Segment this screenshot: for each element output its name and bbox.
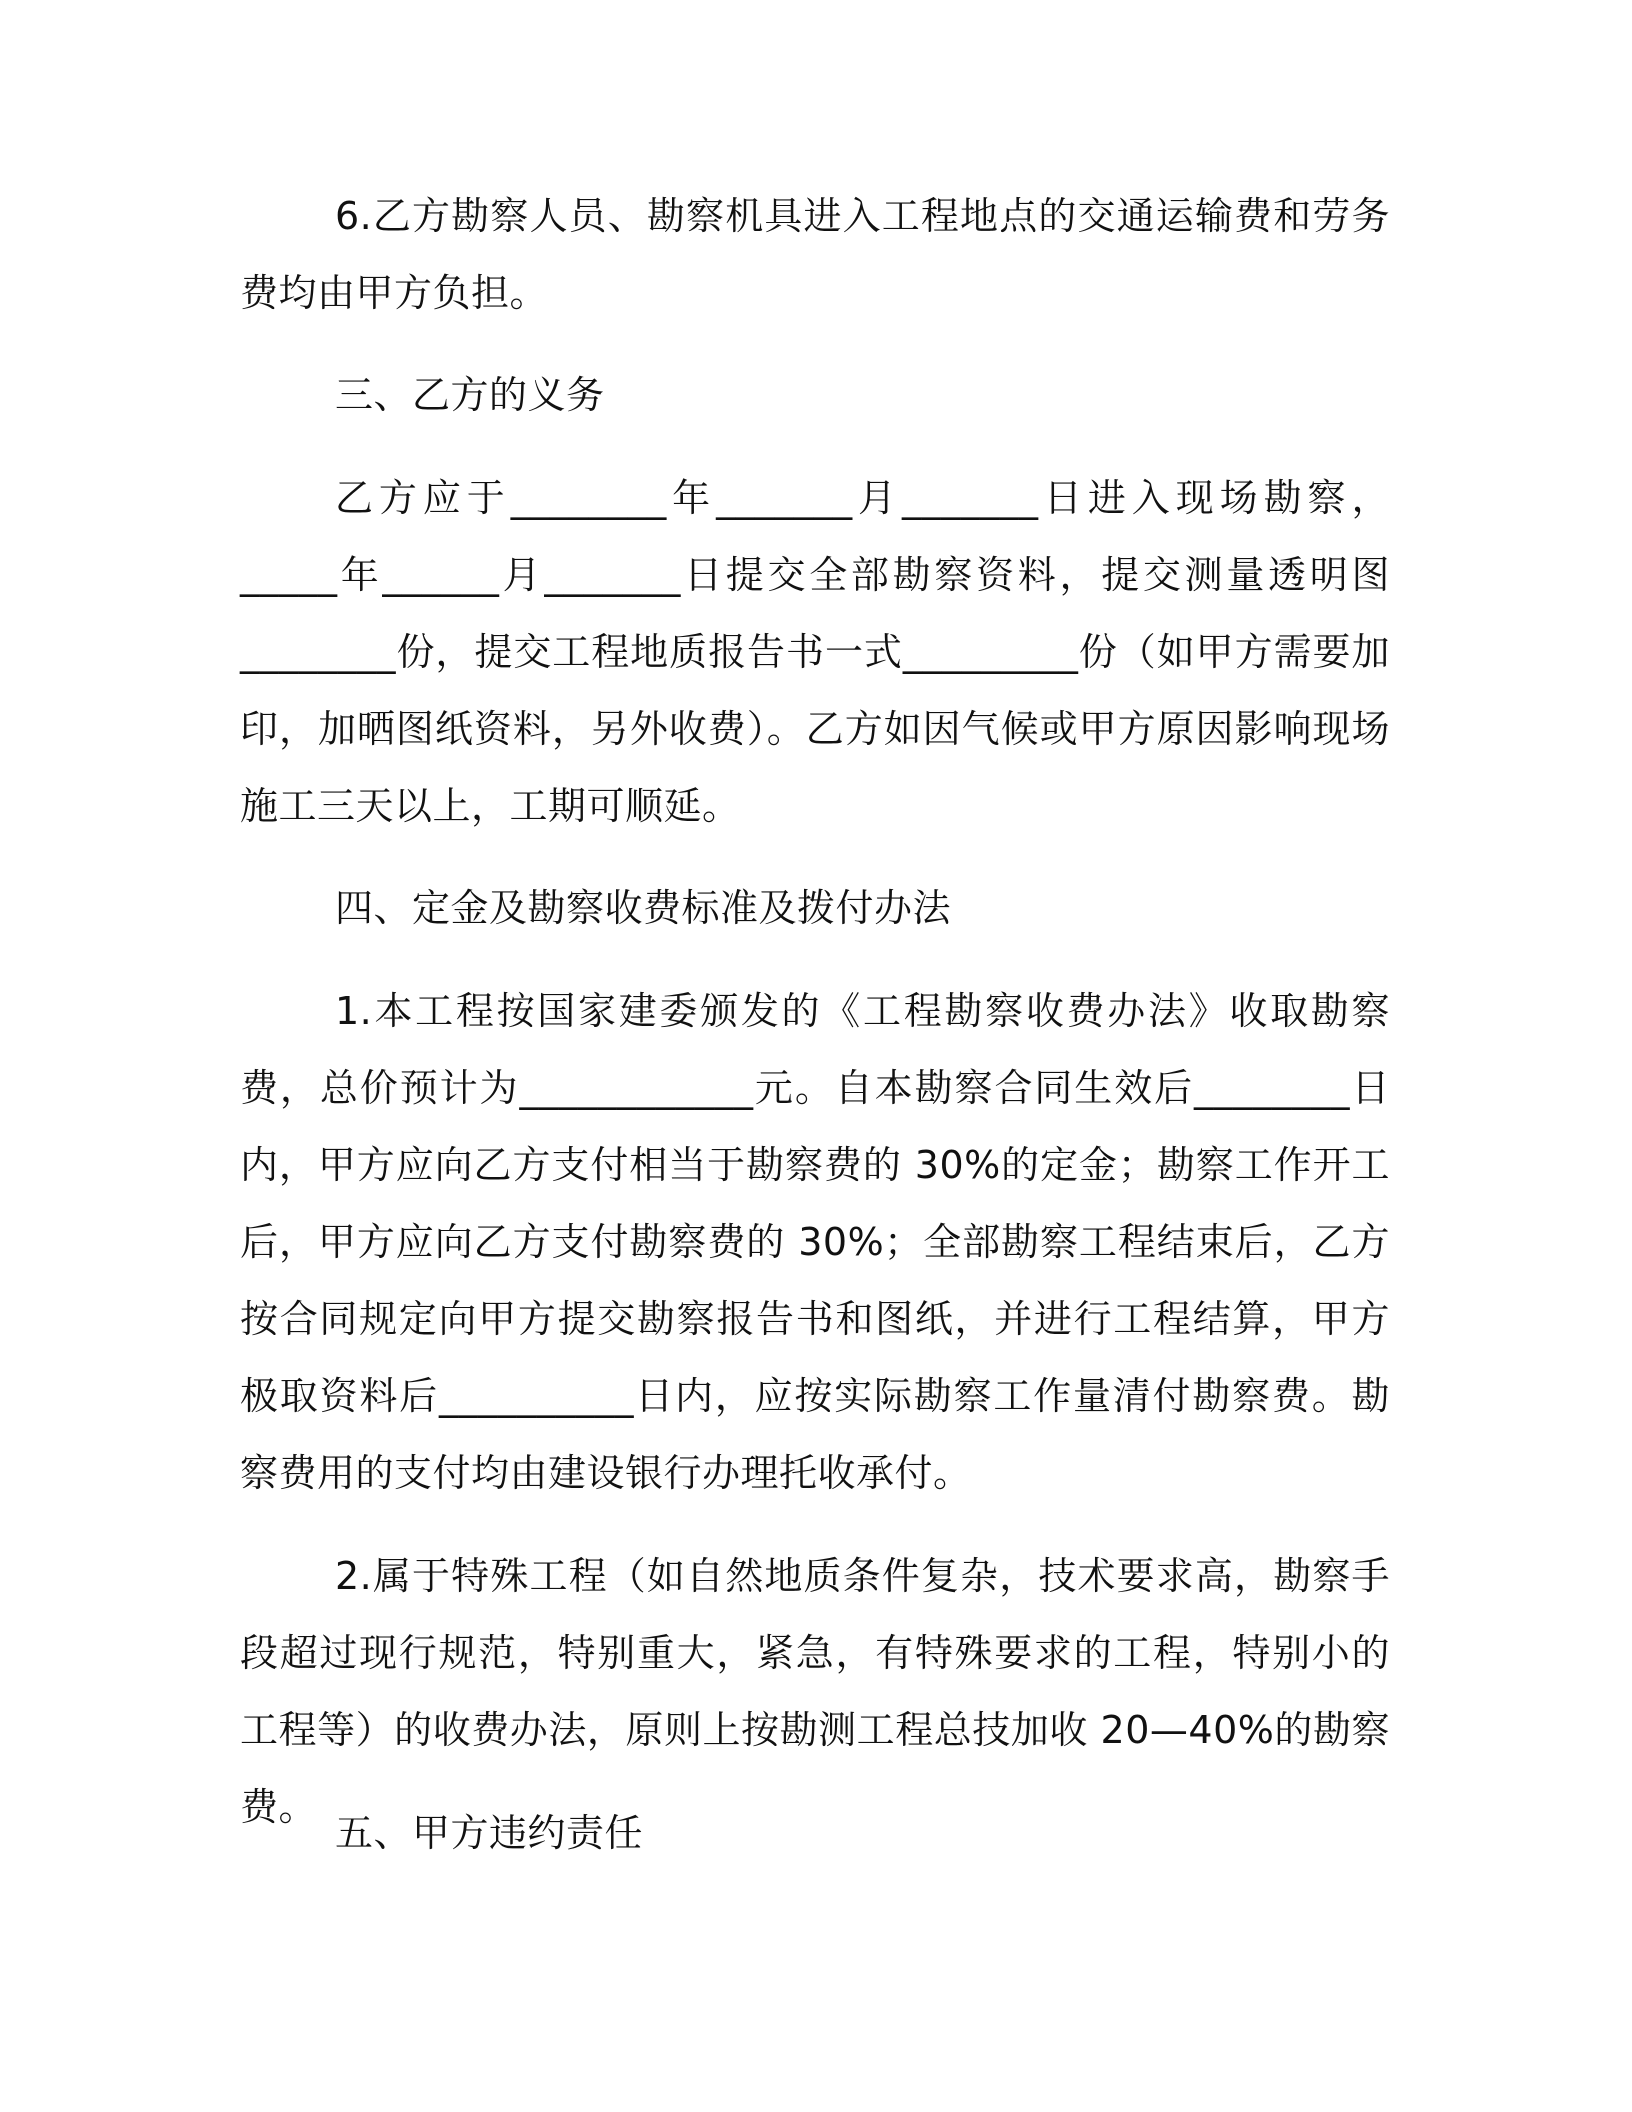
clause-6-paragraph: 6.乙方勘察人员、勘察机具进入工程地点的交通运输费和劳务费均由甲方负担。 [240,194,1390,315]
obligation-paragraph: 乙方应于________年_______月_______日进入现场勘察，_____年______月_______日提交全部勘察资料，提交测量透明图________份，提交工程地质报告书一式_________份（如甲方需要加印，加晒图纸资料，另外收费）。乙方如因气候或甲方原因影响现场施工三天以上，工期可顺延。 [240,476,1390,828]
document-page [240,0,1390,2112]
fee-clause-2-paragraph: 2.属于特殊工程（如自然地质条件复杂，技术要求高，勘察手段超过现行规范，特别重大，紧急，有特殊要求的工程，特别小的工程等）的收费办法，原则上按勘测工程总技加收 20—40%的勘察费。 [240,1554,1390,1829]
section-5-heading: 五、甲方违约责任 [335,1811,644,1855]
section-3-heading: 三、乙方的义务 [335,373,605,417]
fee-clause-1-paragraph: 1.本工程按国家建委颁发的《工程勘察收费办法》收取勘察费，总价预计为____________元。自本勘察合同生效后________日内，甲方应向乙方支付相当于勘察费的 30%的定金；勘察工作开工后，甲方应向乙方支付勘察费的 30%；全部勘察工程结束后，乙方按合同规定向甲方提交勘察报告书和图纸，并进行工程结算，甲方极取资料后__________日内，应按实际勘察工作量清付勘察费。勘察费用的支付均由建设银行办理托收承付。 [240,989,1390,1495]
section-4-heading: 四、定金及勘察收费标准及拨付办法 [335,886,952,930]
